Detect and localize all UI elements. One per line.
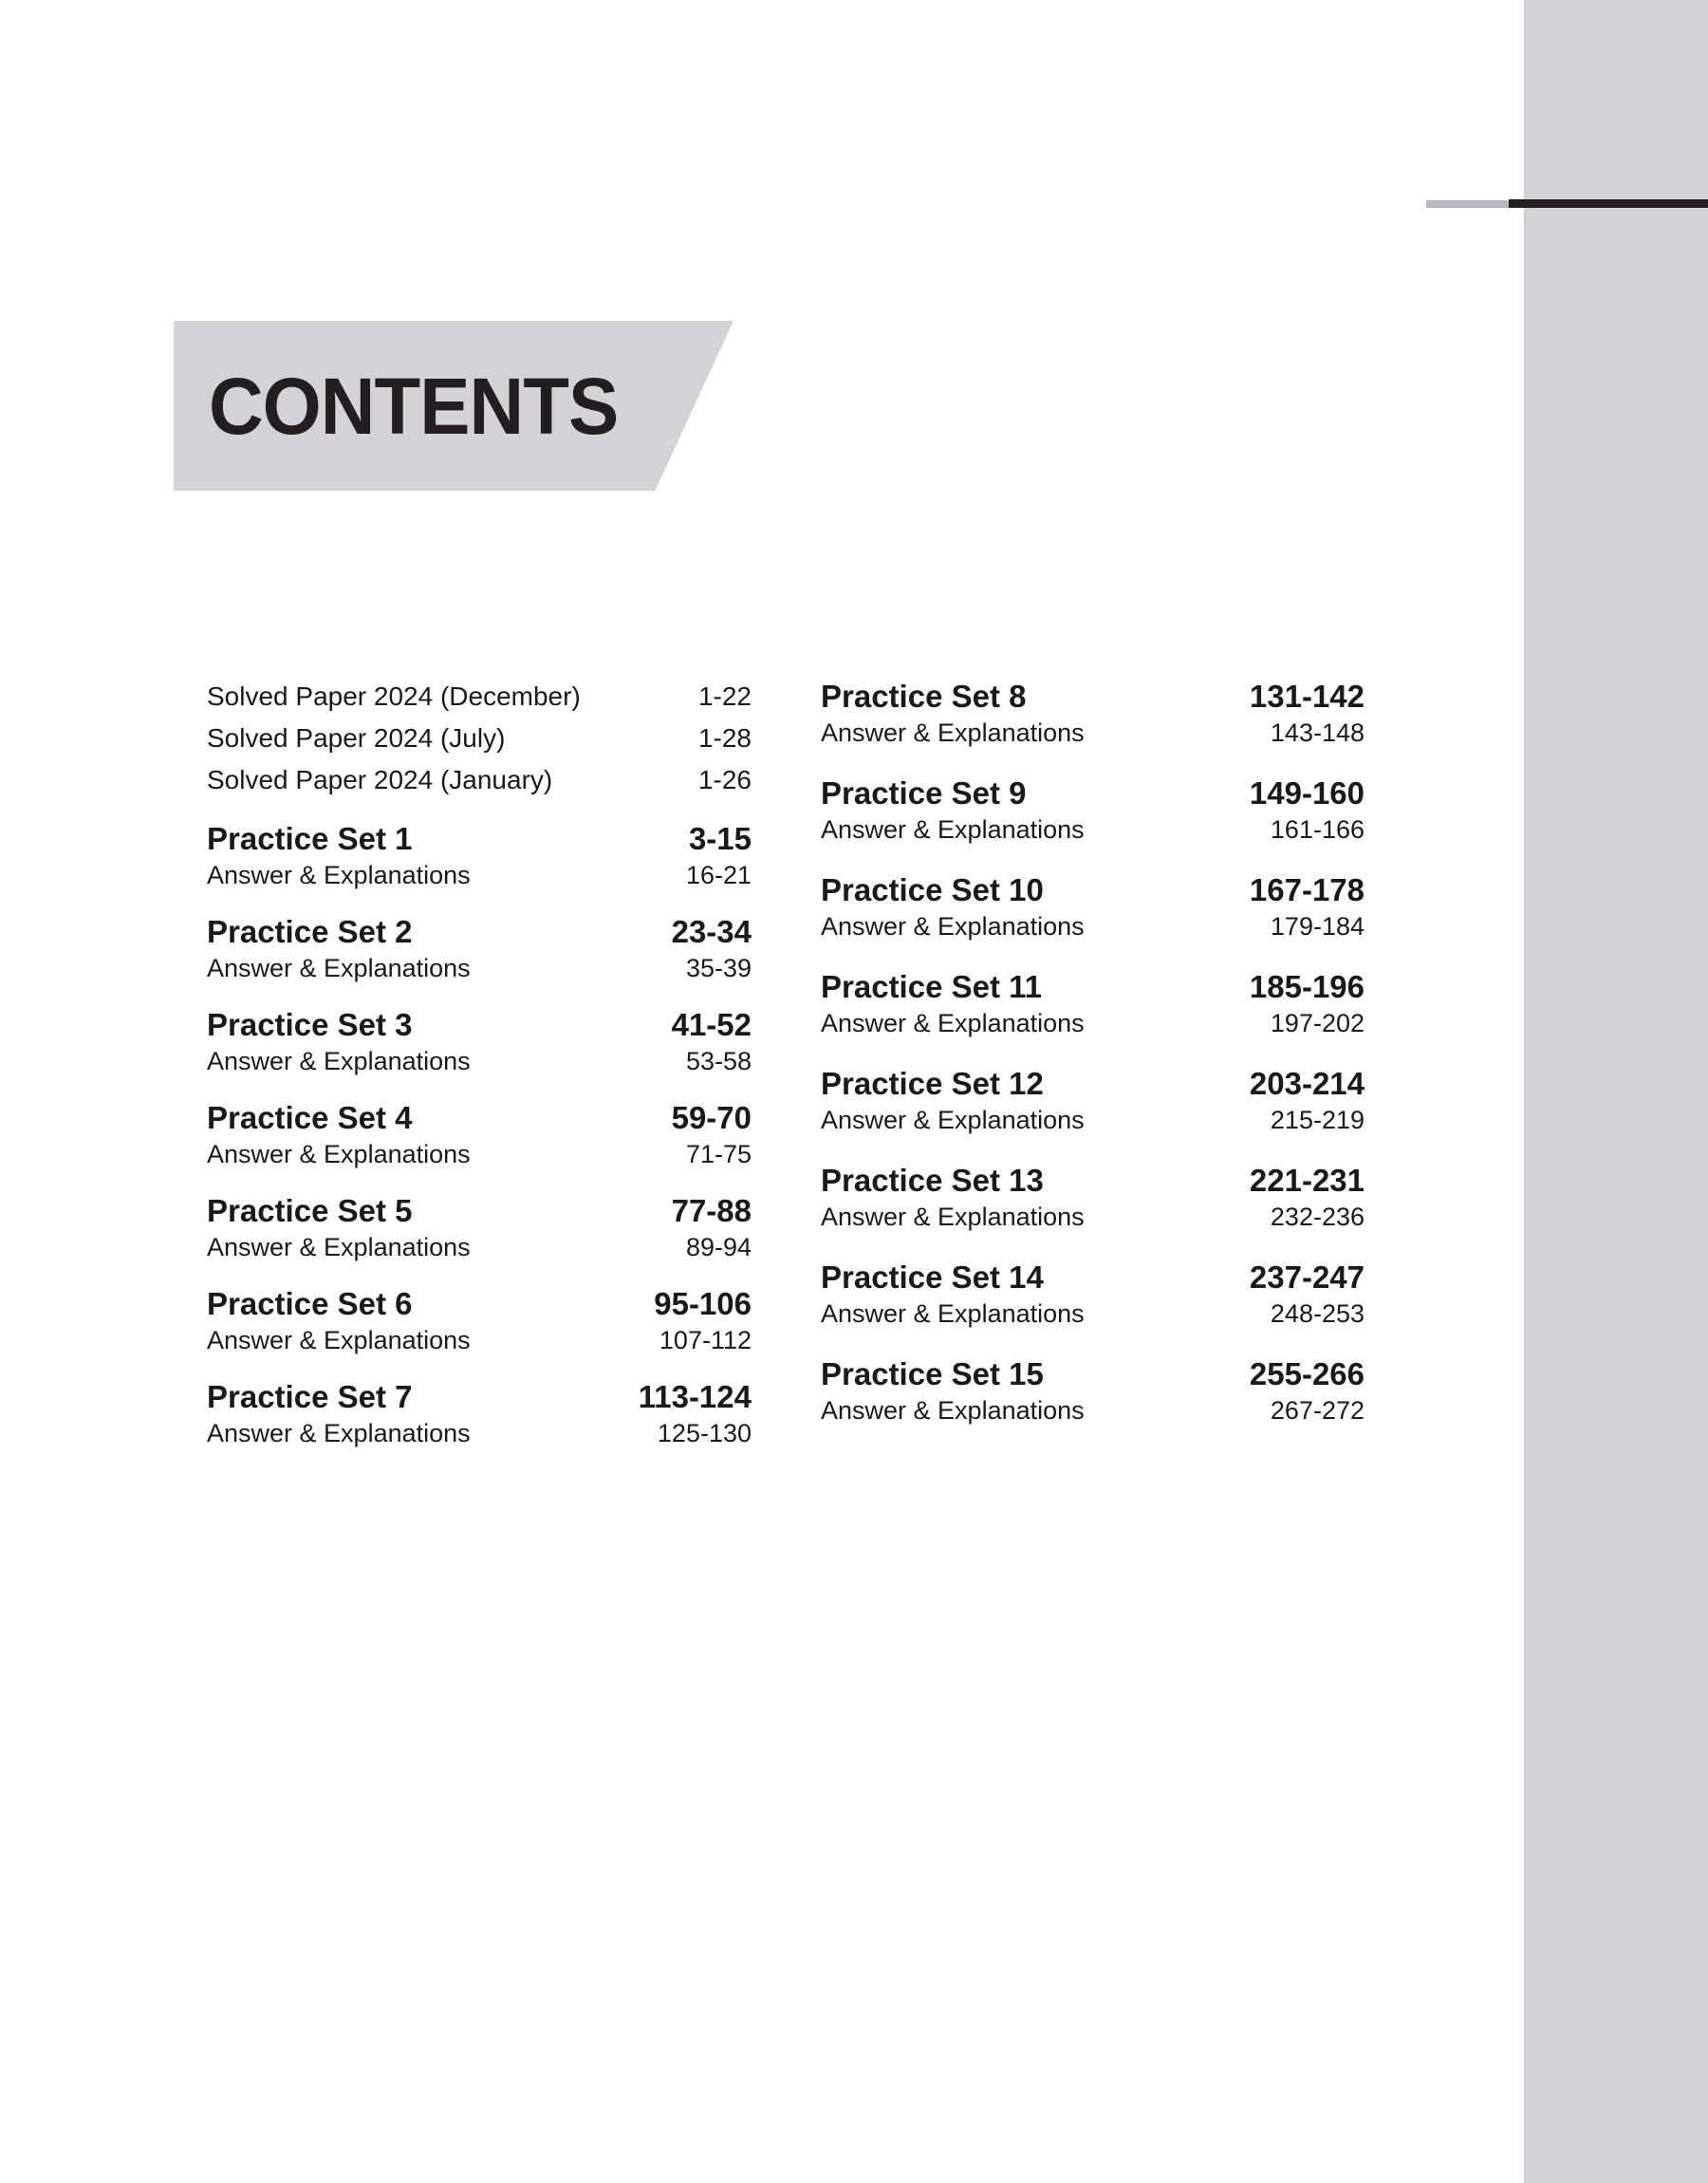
toc-answer-entry[interactable]	[207, 1230, 752, 1264]
toc-answer-label: Answer & Explanations	[207, 1047, 471, 1075]
toc-set-entry[interactable]	[821, 1355, 1365, 1393]
toc-entry-label: Solved Paper 2024 (January)	[207, 765, 553, 794]
toc-practice-set-10	[821, 871, 1365, 968]
toc-entry-label: Solved Paper 2024 (December)	[207, 681, 581, 711]
toc-answer-entry[interactable]	[821, 909, 1365, 943]
toc-set-title: Practice Set 10	[821, 872, 1044, 907]
toc-practice-set-13	[821, 1162, 1365, 1259]
toc-set-pages: 113-124	[638, 1379, 752, 1414]
toc-solved-paper-entry[interactable]	[207, 759, 752, 801]
toc-set-entry[interactable]	[821, 968, 1365, 1006]
toc-set-entry[interactable]	[207, 1006, 752, 1044]
toc-practice-set-4	[207, 1099, 752, 1192]
toc-set-pages: 77-88	[671, 1193, 752, 1228]
toc-practice-set-2	[207, 913, 752, 1006]
toc-answer-pages: 232-236	[1270, 1203, 1365, 1231]
toc-set-pages: 203-214	[1249, 1066, 1365, 1101]
toc-answer-entry[interactable]	[821, 1297, 1365, 1331]
toc-set-entry[interactable]	[821, 678, 1365, 716]
toc-set-entry[interactable]	[207, 1285, 752, 1323]
toc-practice-set-5	[207, 1192, 752, 1285]
toc-right-column	[821, 678, 1365, 1452]
toc-answer-entry[interactable]	[821, 1393, 1365, 1427]
toc-practice-set-12	[821, 1065, 1365, 1162]
toc-answer-label: Answer & Explanations	[207, 954, 471, 982]
toc-answer-entry[interactable]	[207, 1323, 752, 1357]
toc-answer-label: Answer & Explanations	[207, 1419, 471, 1447]
toc-set-pages: 237-247	[1249, 1259, 1365, 1295]
toc-answer-pages: 89-94	[685, 1233, 752, 1261]
toc-set-pages: 221-231	[1249, 1163, 1365, 1198]
toc-practice-set-15	[821, 1355, 1365, 1452]
toc-practice-set-6	[207, 1285, 752, 1378]
toc-set-title: Practice Set 14	[821, 1259, 1044, 1295]
toc-answer-pages: 215-219	[1270, 1106, 1365, 1134]
toc-answer-entry[interactable]	[821, 1006, 1365, 1040]
toc-answer-pages: 161-166	[1270, 815, 1365, 844]
toc-set-pages: 131-142	[1249, 679, 1365, 714]
page-title: CONTENTS	[209, 362, 619, 451]
toc-entry-pages: 1-26	[697, 765, 752, 794]
toc-set-entry[interactable]	[207, 1192, 752, 1230]
toc-set-entry[interactable]	[821, 1259, 1365, 1297]
toc-practice-set-11	[821, 968, 1365, 1065]
toc-set-pages: 185-196	[1249, 969, 1365, 1004]
toc-left-column	[207, 676, 752, 1471]
toc-answer-label: Answer & Explanations	[821, 1009, 1085, 1037]
toc-set-title: Practice Set 1	[207, 821, 413, 856]
toc-answer-entry[interactable]	[821, 1200, 1365, 1234]
toc-answer-label: Answer & Explanations	[207, 861, 471, 889]
toc-set-title: Practice Set 7	[207, 1379, 413, 1414]
toc-set-title: Practice Set 9	[821, 775, 1027, 811]
toc-set-entry[interactable]	[821, 1065, 1365, 1103]
header-rule-dark	[1509, 199, 1708, 208]
toc-answer-entry[interactable]	[207, 858, 752, 892]
toc-answer-label: Answer & Explanations	[821, 1106, 1085, 1134]
toc-set-pages: 23-34	[671, 914, 752, 949]
toc-answer-label: Answer & Explanations	[821, 718, 1085, 747]
toc-answer-label: Answer & Explanations	[821, 1396, 1085, 1425]
toc-answer-label: Answer & Explanations	[821, 1299, 1085, 1328]
toc-set-entry[interactable]	[207, 1378, 752, 1416]
toc-set-title: Practice Set 8	[821, 679, 1027, 714]
toc-answer-entry[interactable]	[821, 812, 1365, 847]
toc-practice-set-9	[821, 774, 1365, 871]
toc-answer-pages: 107-112	[659, 1326, 752, 1354]
toc-set-pages: 3-15	[688, 821, 752, 856]
toc-set-title: Practice Set 4	[207, 1100, 413, 1135]
toc-set-title: Practice Set 11	[821, 969, 1042, 1004]
toc-answer-pages: 248-253	[1270, 1299, 1365, 1328]
toc-practice-set-1	[207, 820, 752, 913]
toc-practice-set-3	[207, 1006, 752, 1099]
toc-practice-set-7	[207, 1378, 752, 1471]
toc-answer-pages: 71-75	[685, 1140, 752, 1168]
toc-answer-pages: 53-58	[685, 1047, 752, 1075]
toc-answer-label: Answer & Explanations	[207, 1140, 471, 1168]
toc-answer-label: Answer & Explanations	[821, 1203, 1085, 1231]
toc-answer-pages: 179-184	[1270, 912, 1365, 941]
toc-set-title: Practice Set 13	[821, 1163, 1044, 1198]
toc-practice-set-8	[821, 678, 1365, 774]
toc-solved-paper-entry[interactable]	[207, 718, 752, 759]
toc-set-title: Practice Set 15	[821, 1356, 1044, 1391]
toc-answer-label: Answer & Explanations	[821, 815, 1085, 844]
toc-set-title: Practice Set 2	[207, 914, 413, 949]
toc-set-entry[interactable]	[821, 774, 1365, 812]
toc-set-title: Practice Set 12	[821, 1066, 1044, 1101]
toc-set-title: Practice Set 6	[207, 1286, 413, 1321]
toc-answer-entry[interactable]	[821, 1103, 1365, 1137]
toc-set-title: Practice Set 5	[207, 1193, 413, 1228]
toc-entry-pages: 1-28	[697, 723, 752, 753]
toc-answer-entry[interactable]	[207, 951, 752, 985]
toc-set-pages: 255-266	[1249, 1356, 1365, 1391]
toc-solved-paper-entry[interactable]	[207, 676, 752, 718]
toc-set-entry[interactable]	[821, 1162, 1365, 1200]
toc-set-entry[interactable]	[207, 913, 752, 951]
toc-set-entry[interactable]	[821, 871, 1365, 909]
toc-set-pages: 59-70	[671, 1100, 752, 1135]
toc-answer-label: Answer & Explanations	[207, 1326, 471, 1354]
toc-set-pages: 167-178	[1249, 872, 1365, 907]
toc-set-pages: 95-106	[654, 1286, 752, 1321]
toc-set-entry[interactable]	[207, 1099, 752, 1137]
toc-answer-entry[interactable]	[207, 1044, 752, 1078]
toc-answer-pages: 197-202	[1270, 1009, 1365, 1037]
toc-set-entry[interactable]	[207, 820, 752, 858]
toc-set-title: Practice Set 3	[207, 1007, 413, 1042]
toc-entry-pages: 1-22	[697, 681, 752, 711]
toc-set-pages: 149-160	[1249, 775, 1365, 811]
toc-answer-pages: 35-39	[685, 954, 752, 982]
toc-answer-pages: 16-21	[685, 861, 752, 889]
toc-answer-pages: 125-130	[657, 1419, 752, 1447]
toc-set-pages: 41-52	[671, 1007, 752, 1042]
toc-answer-pages: 267-272	[1270, 1396, 1365, 1425]
toc-answer-entry[interactable]	[821, 716, 1365, 750]
side-strip	[1524, 0, 1708, 2183]
toc-answer-pages: 143-148	[1270, 718, 1365, 747]
toc-entry-label: Solved Paper 2024 (July)	[207, 723, 506, 753]
toc-answer-entry[interactable]	[207, 1416, 752, 1450]
toc-answer-entry[interactable]	[207, 1137, 752, 1171]
toc-practice-set-14	[821, 1259, 1365, 1355]
toc-answer-label: Answer & Explanations	[821, 912, 1085, 941]
header-rule-light	[1426, 200, 1512, 208]
toc-answer-label: Answer & Explanations	[207, 1233, 471, 1261]
